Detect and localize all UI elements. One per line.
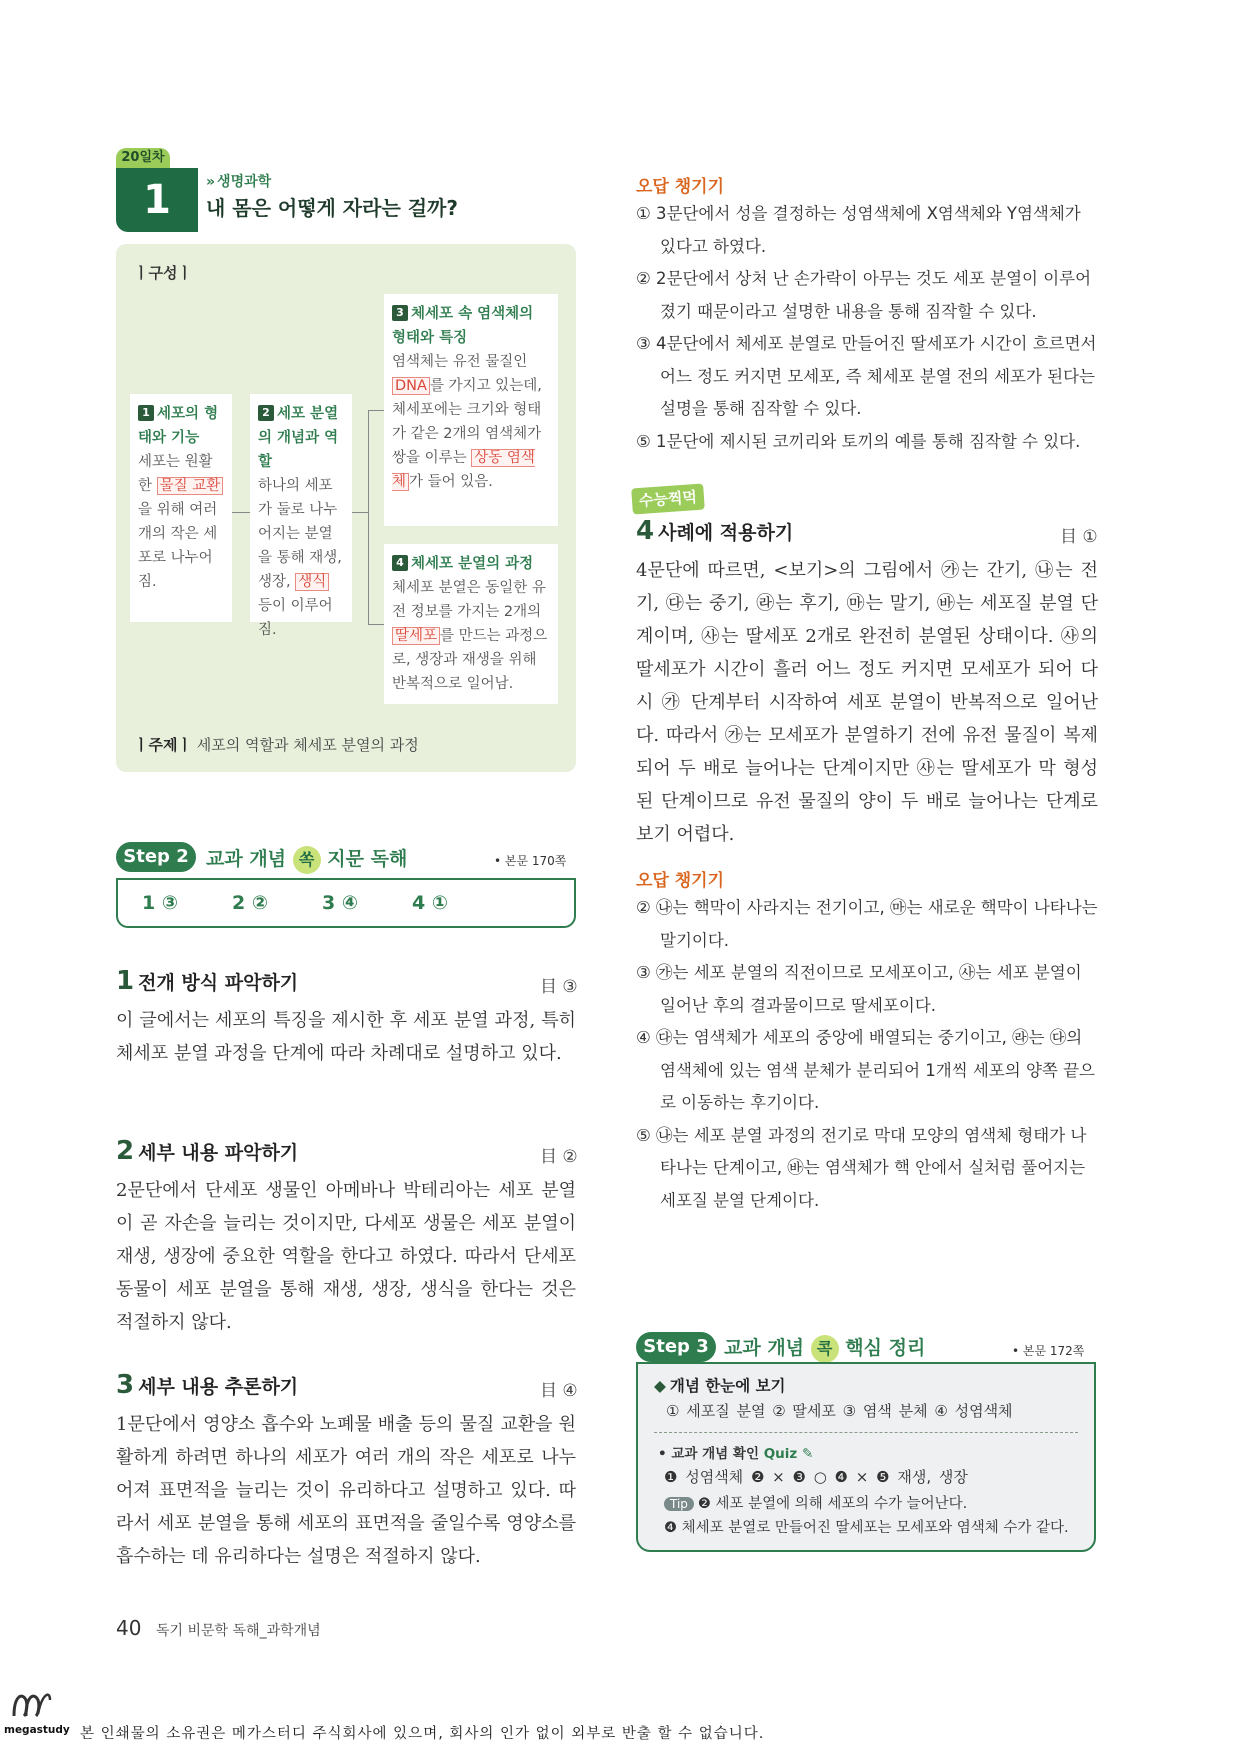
quiz-answers: ❶ 성염색체 ❷ × ❸ ○ ❹ × ❺ 재생, 생장 (664, 1468, 968, 1486)
brand-name: megastudy (4, 1724, 70, 1736)
double-chevron-icon: » (206, 174, 216, 190)
q-title: 세부 내용 추론하기 (138, 1376, 299, 1398)
pencil-icon: ✎ (801, 1446, 814, 1462)
step-title-part: 교과 개념 (724, 1337, 805, 1359)
theme-label: ㅣ주제ㅣ (134, 736, 192, 754)
list-item: ② ㉯는 핵막이 사라지는 전기이고, ㉲는 새로운 핵막이 나타나는 말기이다. (636, 898, 1098, 950)
article-title: 내 몸은 어떻게 자라는 걸까? (206, 196, 458, 220)
answer-1: 1 ③ (142, 892, 178, 914)
connector-line (232, 512, 250, 513)
answer-4: 4 ① (412, 892, 448, 914)
q1-body: 이 글에서는 세포의 특징을 제시한 후 세포 분열 과정, 특히 체세포 분열 과정을 단계에 따라 차례대로 설명하고 있다. (116, 1010, 576, 1064)
book-title: 독기 비문학 독해_과학개념 (156, 1623, 321, 1639)
wrong-answers-list-2 (636, 892, 1098, 1217)
card-text: 세포는 원활한 (138, 454, 213, 494)
answer-3: 3 ④ (322, 892, 358, 914)
heading-text: 개념 한눈에 보기 (669, 1377, 786, 1395)
connector-line (352, 512, 368, 513)
tip-line-2: ❹ 체세포 분열로 만들어진 딸세포는 모세포와 염색체 수가 같다. (664, 1520, 1069, 1536)
key-term-highlight: 물질 교환 (157, 477, 224, 495)
card-number-badge: 2 (258, 405, 274, 421)
step-title-part: 교과 개념 (206, 848, 287, 870)
suneung-badge: 수능찍먹 (631, 484, 705, 515)
q4-heading (636, 516, 793, 546)
list-item: ⑤ 1문단에 제시된 코끼리와 토끼의 예를 통해 짐작할 수 있다. (636, 431, 1081, 451)
copyright-notice: 본 인쇄물의 소유권은 메가스터디 주식회사에 있으며, 회사의 인가 없이 외부로 반출 할 수 없습니다. (80, 1726, 765, 1742)
card-title: 체세포 분열의 과정 (411, 556, 534, 572)
connector-line (368, 410, 384, 411)
connector-line (368, 410, 369, 624)
theme-text: 세포의 역할과 체세포 분열의 과정 (196, 736, 419, 754)
q2-answer: 目 ② (540, 1147, 578, 1167)
quiz-label: Quiz (763, 1446, 798, 1462)
list-item: ③ 4문단에서 체세포 분열로 만들어진 딸세포가 시간이 흐르면서 어느 정도 커지면 모세포, 즉 체세포 분열 전의 세포가 된다는 설명을 통해 짐작할 수 있다. (636, 334, 1097, 418)
card-text: 을 위해 여러 개의 작은 세포로 나누어짐. (138, 502, 218, 590)
key-term-highlight: 상동 염색체 (392, 450, 535, 490)
card-number-badge: 1 (138, 405, 154, 421)
structure-card-4 (384, 544, 558, 704)
structure-card-3 (384, 294, 558, 526)
q3-heading (116, 1370, 298, 1400)
card-text: 염색체는 유전 물질인 (392, 354, 528, 370)
card-title: 세포의 형태와 기능 (138, 406, 219, 446)
step3-pill: Step 3 (636, 1332, 716, 1362)
list-item: ① 3문단에서 성을 결정하는 성염색체에 X염색체와 Y염색체가 있다고 하였다. (636, 204, 1081, 256)
step3-box (636, 1362, 1096, 1552)
megastudy-logo-icon (8, 1686, 56, 1722)
quiz-heading: • 교과 개념 확인 Quiz ✎ (658, 1446, 814, 1462)
structure-label: ㅣ구성ㅣ (134, 264, 192, 282)
step-title-circle: 콕 (811, 1335, 839, 1363)
card-title: 세포 분열의 개념과 역할 (258, 406, 339, 470)
subject-label (206, 171, 271, 191)
key-term-highlight: 딸세포 (392, 627, 440, 645)
structure-card-2 (250, 394, 352, 638)
diamond-icon: ◆ (654, 1377, 666, 1395)
structure-box (116, 244, 576, 772)
card-text: 를 만드는 과정으로, 생장과 재생을 위해 반복적으로 일어남. (392, 628, 548, 692)
page-number: 40 (116, 1616, 142, 1640)
q2-body: 2문단에서 단세포 생물인 아메바나 박테리아는 세포 분열이 곧 자손을 늘리는 것이지만, 다세포 생물은 세포 분열이 재생, 생장에 중요한 역할을 한다고 하였다. 따라서 단세포 동물이 세포 분열을 통해 재생, 생장, 생식을 한다는 것은 적절하지 않다. (116, 1180, 576, 1333)
wrong-answers-title-2: 오답 챙기기 (636, 871, 725, 891)
subject-text: 생명과학 (217, 174, 272, 190)
key-term-highlight: 생식 (295, 573, 329, 591)
wrong-answers-list-1 (636, 198, 1098, 458)
step-title-part: 핵심 정리 (845, 1337, 926, 1359)
step2-pill: Step 2 (116, 842, 196, 872)
key-term-highlight: DNA (392, 377, 430, 395)
list-item: ⑤ ㉯는 세포 분열 과정의 전기로 막대 모양의 염색체 형태가 나타나는 단계이고, ㉳는 염색체가 핵 안에서 실처럼 풀어지는 세포질 분열 단계이다. (636, 1125, 1087, 1210)
q-title: 사례에 적용하기 (658, 522, 794, 544)
q1-heading (116, 966, 298, 996)
card-text: 를 가지고 있는데, 체세포에는 크기와 형태가 같은 2개의 염색체가 쌍을 이루는 (392, 378, 542, 466)
tip-line-1 (664, 1492, 967, 1513)
theme-row (134, 734, 419, 755)
step-title-part: 지문 독해 (327, 848, 408, 870)
answer-2: 2 ② (232, 892, 268, 914)
dashed-divider (654, 1432, 1078, 1433)
wrong-answers-title-1: 오답 챙기기 (636, 177, 725, 197)
q2-heading (116, 1136, 298, 1166)
concept-overview-heading (654, 1374, 786, 1396)
q3-body: 1문단에서 영양소 흡수와 노폐물 배출 등의 물질 교환을 원활하게 하려면 하나의 세포가 여러 개의 작은 세포로 나누어져 표면적을 늘리는 것이 유리하다고 설명하고 있다. 따라서 세포 분열을 통해 세포의 표면적을 줄일수록 영양소를 흡수하는 데 유리하다는 설명은 적절하지 않다. (116, 1414, 576, 1567)
q-title: 세부 내용 파악하기 (138, 1142, 299, 1164)
step3-title (724, 1333, 925, 1363)
q4-answer: 目 ① (1060, 527, 1098, 547)
connector-line (368, 624, 384, 625)
step2-title (206, 844, 407, 874)
step-title-circle: 쏙 (293, 846, 321, 874)
q3-answer: 目 ④ (540, 1381, 578, 1401)
card-text: 하나의 세포가 둘로 나누어지는 분열을 통해 재생, 생장, (258, 478, 342, 590)
page-reference: • 본문 170쪽 (494, 854, 567, 868)
card-number-badge: 3 (392, 305, 408, 321)
concept-summary: ① 세포질 분열 ② 딸세포 ③ 염색 분체 ④ 성염색체 (666, 1402, 1013, 1420)
q-number: 2 (116, 1136, 135, 1166)
structure-card-1 (130, 394, 232, 622)
card-title: 체세포 속 염색체의 형태와 특징 (392, 306, 534, 346)
day-tag: 20일차 (116, 148, 170, 168)
list-item: ② 2문단에서 상처 난 손가락이 아무는 것도 세포 분열이 이루어졌기 때문이라고 설명한 내용을 통해 짐작할 수 있다. (636, 269, 1092, 321)
heading-text: 교과 개념 확인 (671, 1446, 759, 1462)
q-number: 1 (116, 966, 135, 996)
q-title: 전개 방식 파악하기 (138, 972, 299, 994)
answers-box (116, 878, 576, 928)
card-text: 가 들어 있음. (409, 474, 493, 490)
card-text: 체세포 분열은 동일한 유전 정보를 가지는 2개의 (392, 580, 546, 620)
q-number: 4 (636, 516, 655, 546)
list-item: ③ ㉮는 세포 분열의 직전이므로 모세포이고, ㉴는 세포 분열이 일어난 후의 결과물이므로 딸세포이다. (636, 963, 1082, 1015)
card-text: 등이 이루어짐. (258, 598, 333, 638)
page-reference: • 본문 172쪽 (1012, 1344, 1085, 1358)
list-item: ④ ㉰는 염색체가 세포의 중앙에 배열되는 중기이고, ㉱는 ㉰의 염색체에 있는 염색 분체가 분리되어 1개씩 세포의 양쪽 끝으로 이동하는 후기이다. (636, 1028, 1095, 1112)
article-number: 1 (116, 168, 198, 232)
tip-text: ❷ 세포 분열에 의해 세포의 수가 늘어난다. (697, 1496, 968, 1512)
q1-answer: 目 ③ (540, 977, 578, 997)
q4-body: 4문단에 따르면, <보기>의 그림에서 ㉮는 간기, ㉯는 전기, ㉰는 중기, ㉱는 후기, ㉲는 말기, ㉳는 세포질 분열 단계이며, ㉴는 딸세포 2개로 완전히 분열된 상태이다. ㉴의 딸세포가 시간이 흘러 어느 정도 커지면 모세포가 되어 다시 ㉮ 단계부터 시작하여 세포 분열이 반복적으로 일어난다. 따라서 ㉮는 모세포가 분열하기 전에 유전 물질이 복제되어 두 배로 늘어나는 단계이지만 ㉴는 딸세포가 막 형성된 단계이므로 유전 물질의 양이 두 배로 늘어나는 단계로 보기 어렵다. (636, 560, 1098, 845)
tip-badge: Tip (664, 1497, 694, 1511)
q-number: 3 (116, 1370, 135, 1400)
card-number-badge: 4 (392, 555, 408, 571)
